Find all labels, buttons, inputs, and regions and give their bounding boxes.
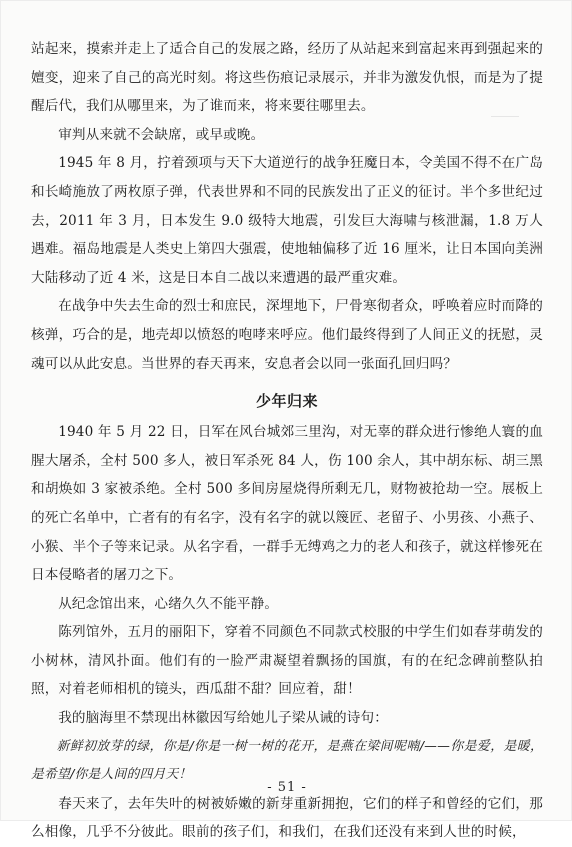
paragraph: 从纪念馆出来，心绪久久不能平静。 <box>58 595 279 612</box>
paragraph: 在战争中失去生命的烈士和庶民，深埋地下，尸骨寒彻者众，呼唤着应时而降的核弹，巧合的是，地壳却以愤怒的咆哮来呼应。他们最终得到了人间正义的抚慰，灵魂可以从此安息。当世界的春天再来，安息者会以同一张面孔回归吗？ <box>31 298 543 372</box>
paragraph: 审判从来就不会缺席，或早或晚。 <box>58 126 265 143</box>
paragraph: 1945 年 8 月，拧着颈项与天下大道逆行的战争狂魔日本，令美国不得不在广岛和长崎施放了两枚原子弹，代表世界和不同的民族发出了正义的征讨。半个多世纪过去，2011 年 3 月，日本发生 9.0 级特大地震，引发巨大海啸与核泄漏，1.8 万人遇难。福岛地震是人类史上第四大强震，使地轴偏移了近 16 厘米，让日本国向美洲大陆移动了近 4 米，这是日本自二战以来遭遇的最严重灾难。 <box>31 155 543 286</box>
paragraph: 我的脑海里不禁现出林徽因写给她儿子梁从诫的诗句： <box>58 710 389 727</box>
page-number: - 51 - <box>267 780 307 795</box>
paragraph-continued: 站起来，摸索并走上了适合自己的发展之路，经历了从站起来到富起来再到强起来的嬗变，迎来了自己的高光时刻。将这些伤痕记录展示，并非为激发仇恨，而是为了提醒后代，我们从哪里来，为了谁而来，将来要往哪里去。 <box>31 41 543 115</box>
page-content <box>31 35 543 847</box>
paragraph: 陈列馆外，五月的丽阳下，穿着不同颜色不同款式校服的中学生们如春芽萌发的小树林，清风扑面。他们有的一脸严肃凝望着飘扬的国旗，有的在纪念碑前整队拍照，对着老师相机的镜头，西瓜甜不甜？回应着，甜！ <box>31 624 543 698</box>
poem-quote: 新鲜初放芽的绿，你是/你是一树一树的花开，是燕在梁间呢喃/——你是爱，是暖，是希望/你是人间的四月天！ <box>31 738 543 783</box>
paragraph: 春天来了，去年失叶的树被娇嫩的新芽重新拥抱，它们的样子和曾经的它们，那么相像，几乎不分彼此。眼前的孩子们，和我们，在我们还没有来到人世的时候， <box>31 795 543 841</box>
section-title: 少年归来 <box>255 392 318 411</box>
paragraph: 1940 年 5 月 22 日，日军在风台城郊三里沟，对无辜的群众进行惨绝人寰的血腥大屠杀，全村 500 多人，被日军杀死 84 人，伤 100 余人，其中胡东标、胡三黑和胡焕如 3 家被杀绝。全村 500 多间房屋烧得所剩无几，财物被抢劫一空。展板上的死亡名单中，亡者有的有名字，没有名字的就以篾匠、老留子、小男孩、小燕子、小猴、半个子等来记录。从名字看，一群手无缚鸡之力的老人和孩子，就这样惨死在日本侵略者的屠刀之下。 <box>31 424 543 584</box>
